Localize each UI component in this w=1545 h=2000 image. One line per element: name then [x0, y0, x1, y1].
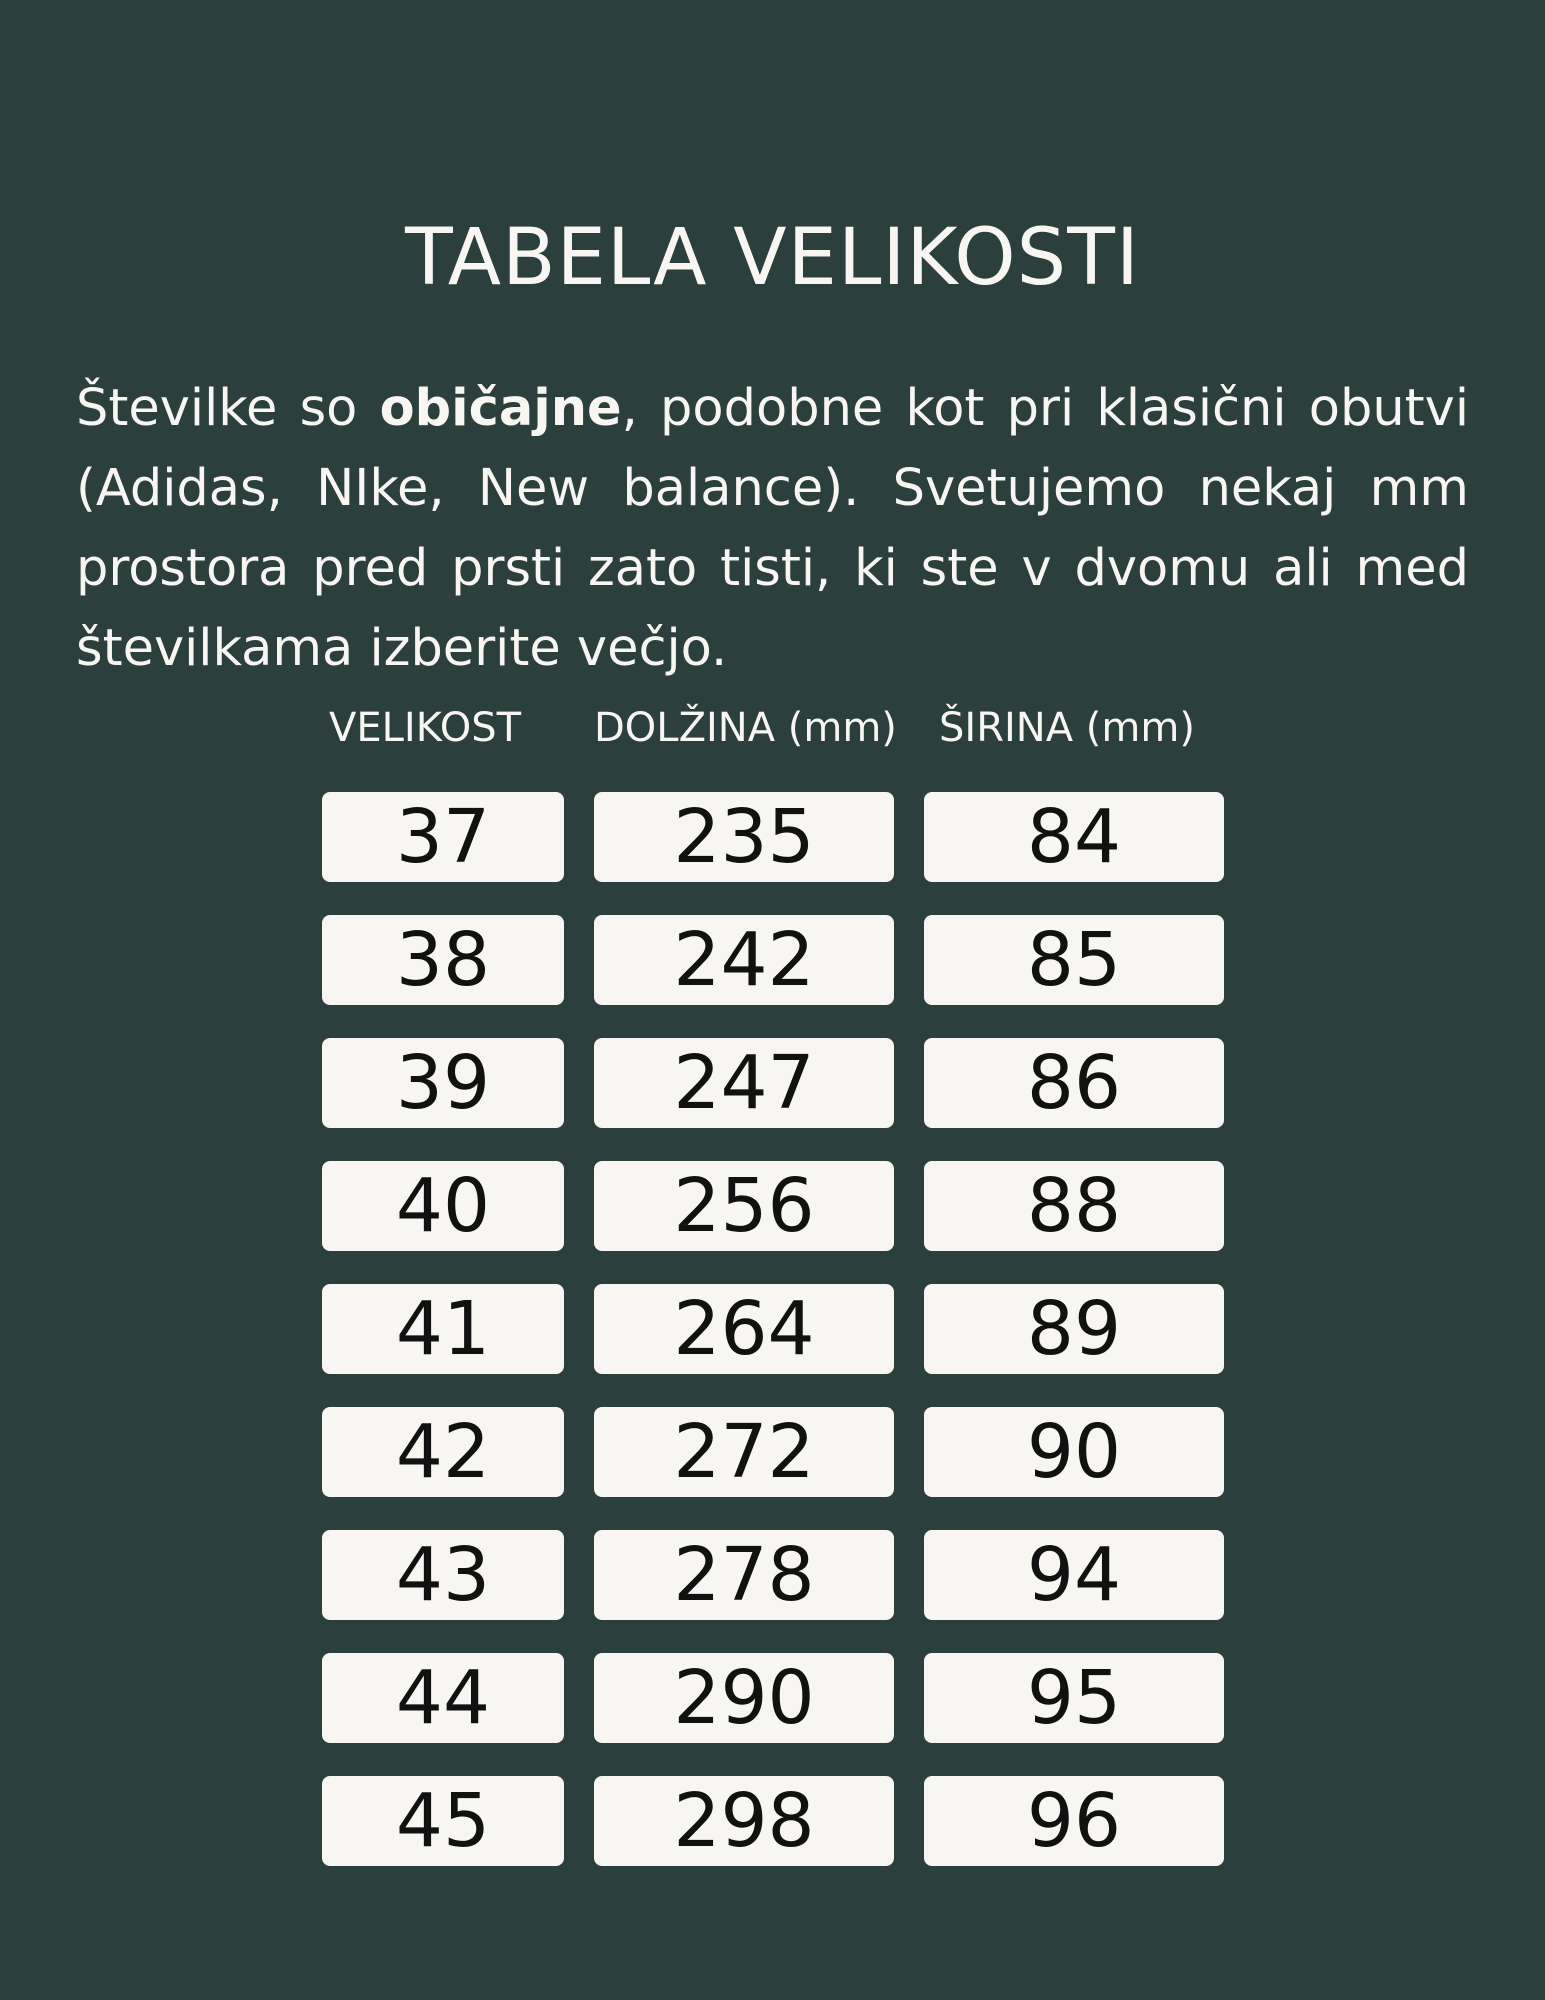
length-cell: 235	[594, 792, 894, 882]
size-cell: 45	[322, 1776, 564, 1866]
intro-text-bold: običajne	[379, 379, 622, 438]
width-cell: 88	[924, 1161, 1224, 1251]
intro-text-end: , podobne kot pri klasični obutvi (Adidas, NIke, New balance). Svetujemo nekaj mm prostora pred prsti zato tisti, ki ste v dvomu ali med številkama izberite večjo.	[76, 379, 1469, 678]
size-cell: 37	[322, 792, 564, 882]
page-title: TABELA VELIKOSTI	[405, 213, 1140, 304]
size-cell: 39	[322, 1038, 564, 1128]
table-row	[0, 1776, 1545, 1866]
width-cell: 94	[924, 1530, 1224, 1620]
length-cell: 272	[594, 1407, 894, 1497]
size-cell: 40	[322, 1161, 564, 1251]
column-header-size: VELIKOST	[329, 705, 522, 751]
length-cell: 242	[594, 915, 894, 1005]
width-cell: 90	[924, 1407, 1224, 1497]
length-cell: 247	[594, 1038, 894, 1128]
size-cell: 41	[322, 1284, 564, 1374]
table-row	[0, 915, 1545, 1005]
table-row	[0, 1161, 1545, 1251]
size-cell: 44	[322, 1653, 564, 1743]
length-cell: 298	[594, 1776, 894, 1866]
length-cell: 256	[594, 1161, 894, 1251]
size-cell: 42	[322, 1407, 564, 1497]
size-cell: 43	[322, 1530, 564, 1620]
column-header-width: ŠIRINA (mm)	[939, 705, 1195, 751]
table-row	[0, 1653, 1545, 1743]
column-header-length: DOLŽINA (mm)	[594, 705, 897, 751]
width-cell: 85	[924, 915, 1224, 1005]
width-cell: 86	[924, 1038, 1224, 1128]
width-cell: 95	[924, 1653, 1224, 1743]
length-cell: 278	[594, 1530, 894, 1620]
width-cell: 89	[924, 1284, 1224, 1374]
length-cell: 264	[594, 1284, 894, 1374]
intro-text	[76, 369, 1469, 689]
table-row	[0, 1038, 1545, 1128]
intro-text-start: Številke so	[76, 379, 380, 438]
table-row	[0, 1530, 1545, 1620]
table-row	[0, 1284, 1545, 1374]
width-cell: 84	[924, 792, 1224, 882]
width-cell: 96	[924, 1776, 1224, 1866]
length-cell: 290	[594, 1653, 894, 1743]
table-row	[0, 1407, 1545, 1497]
size-cell: 38	[322, 915, 564, 1005]
table-row	[0, 792, 1545, 882]
